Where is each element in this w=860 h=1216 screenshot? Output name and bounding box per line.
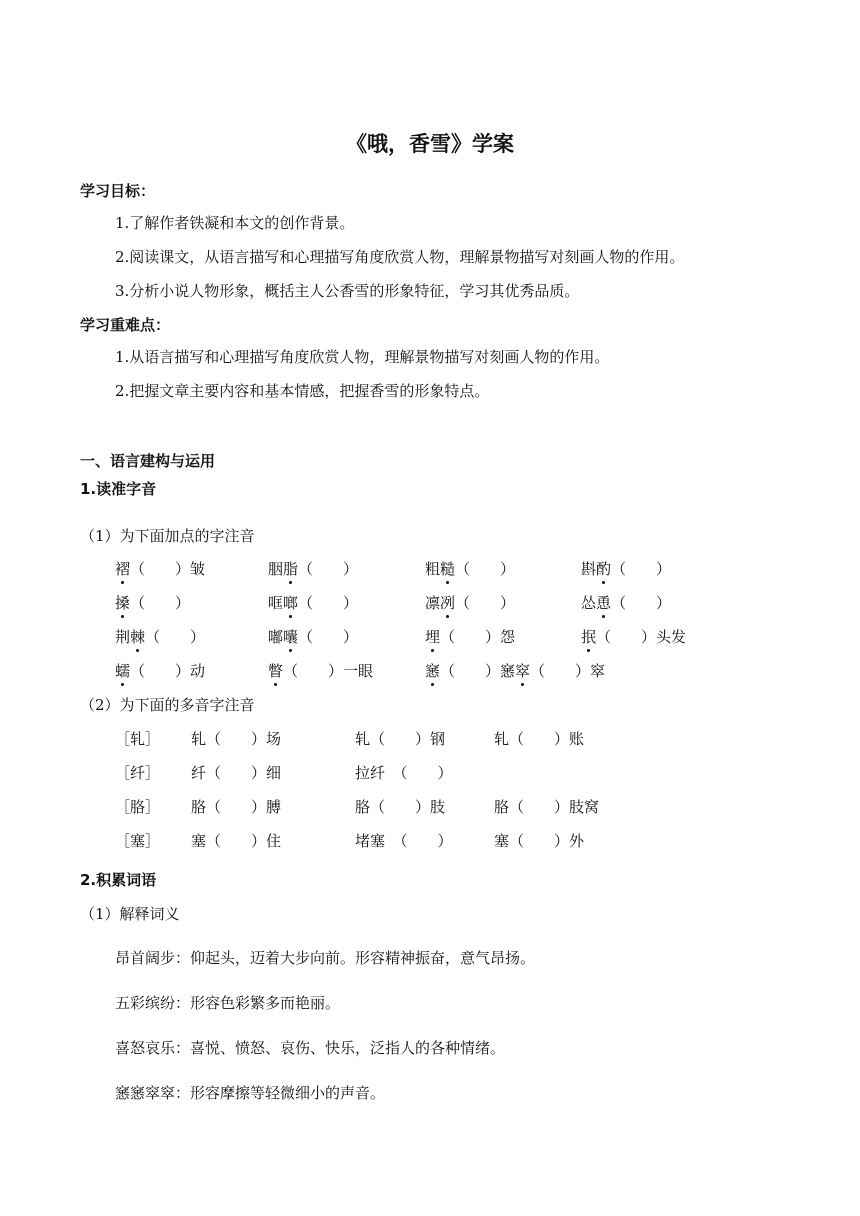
- goal-item: 2.阅读课文，从语言描写和心理描写角度欣赏人物，理解景物描写对刻画人物的作用。: [115, 248, 685, 266]
- goal-item: 3.分析小说人物形象，概括主人公香雪的形象特征，学习其优秀品质。: [115, 282, 580, 300]
- dotted-char: 褶: [115, 560, 131, 578]
- dotted-char: 埋: [425, 628, 441, 646]
- poly-item: 轧（ ）场: [191, 730, 282, 748]
- pron-item: 嘟囔（ ）: [268, 628, 359, 646]
- pron-item: 埋（ ）怨: [425, 628, 516, 646]
- pron-row: [0, 660, 860, 682]
- dotted-char: 窣: [515, 662, 531, 680]
- pron-item: 哐啷（ ）: [268, 594, 359, 612]
- poly-item: 塞（ ）外: [494, 832, 585, 850]
- dotted-char: 脂: [283, 560, 299, 578]
- poly-char: ［纤］: [115, 764, 161, 782]
- dotted-char: 瞥: [268, 662, 284, 680]
- pron-item: 窸（ ）窸窣（ ）窣: [425, 662, 606, 680]
- dotted-char: 抿: [581, 628, 597, 646]
- key-point-item: 2.把握文章主要内容和基本情感，把握香雪的形象特点。: [115, 382, 490, 400]
- pron-item: 蠕（ ）动: [115, 662, 206, 680]
- pron-item: 凛冽（ ）: [425, 594, 516, 612]
- subsection-heading: 1.读准字音: [80, 480, 157, 498]
- poly-char: ［塞］: [115, 832, 161, 850]
- dotted-char: 糙: [440, 560, 456, 578]
- pron-item: 斟酌（ ）: [581, 560, 672, 578]
- poly-item: 胳（ ）肢窝: [494, 798, 600, 816]
- pron-item: 褶（ ）皱: [115, 560, 206, 578]
- goal-item: 1.了解作者铁凝和本文的创作背景。: [115, 214, 355, 232]
- poly-item: 堵塞 （ ）: [355, 832, 453, 850]
- dotted-char: 窸: [425, 662, 441, 680]
- pron-item: 搡（ ）: [115, 594, 191, 612]
- poly-char: ［胳］: [115, 798, 161, 816]
- poly-item: 轧（ ）钢: [355, 730, 446, 748]
- pron-row: [0, 558, 860, 580]
- dotted-char: 棘: [130, 628, 146, 646]
- pron-item: 瞥（ ）一眼: [268, 662, 374, 680]
- poly-item: 胳（ ）肢: [355, 798, 446, 816]
- dotted-char: 搡: [115, 594, 131, 612]
- key-point-item: 1.从语言描写和心理描写角度欣赏人物，理解景物描写对刻画人物的作用。: [115, 348, 610, 366]
- question-label: （2）为下面的多音字注音: [80, 696, 255, 714]
- dotted-char: 恿: [596, 594, 612, 612]
- word-definition: 窸窸窣窣：形容摩擦等轻微细小的声音。: [115, 1084, 386, 1102]
- dotted-char: 酌: [596, 560, 612, 578]
- pron-item: 怂恿（ ）: [581, 594, 672, 612]
- pron-row: [0, 592, 860, 614]
- poly-row: [0, 762, 860, 784]
- poly-item: 纤（ ）细: [191, 764, 282, 782]
- poly-item: 拉纤 （ ）: [355, 764, 453, 782]
- pron-item: 抿（ ）头发: [581, 628, 687, 646]
- pron-item: 粗糙（ ）: [425, 560, 516, 578]
- poly-row: [0, 728, 860, 750]
- poly-item: 胳（ ）膊: [191, 798, 282, 816]
- pron-item: 胭脂（ ）: [268, 560, 359, 578]
- document-title: 《哦，香雪》学案: [346, 132, 514, 156]
- poly-row: [0, 796, 860, 818]
- poly-item: 轧（ ）账: [494, 730, 585, 748]
- poly-row: [0, 830, 860, 852]
- poly-item: 塞（ ）住: [191, 832, 282, 850]
- question-label: （1）解释词义: [80, 905, 180, 923]
- goals-heading: 学习目标：: [80, 182, 156, 200]
- word-definition: 昂首阔步：仰起头，迈着大步向前。形容精神振奋，意气昂扬。: [115, 949, 536, 967]
- question-label: （1）为下面加点的字注音: [80, 527, 255, 545]
- poly-char: ［轧］: [115, 730, 161, 748]
- pron-row: [0, 626, 860, 648]
- key-points-heading: 学习重难点：: [80, 316, 171, 334]
- section-heading: 一、语言建构与运用: [80, 452, 216, 470]
- dotted-char: 囔: [283, 628, 299, 646]
- dotted-char: 冽: [440, 594, 456, 612]
- word-definition: 五彩缤纷：形容色彩繁多而艳丽。: [115, 994, 341, 1012]
- pron-item: 荆棘（ ）: [115, 628, 206, 646]
- word-definition: 喜怒哀乐：喜悦、愤怒、哀伤、快乐，泛指人的各种情绪。: [115, 1039, 506, 1057]
- dotted-char: 啷: [283, 594, 299, 612]
- dotted-char: 蠕: [115, 662, 131, 680]
- subsection-heading: 2.积累词语: [80, 871, 157, 889]
